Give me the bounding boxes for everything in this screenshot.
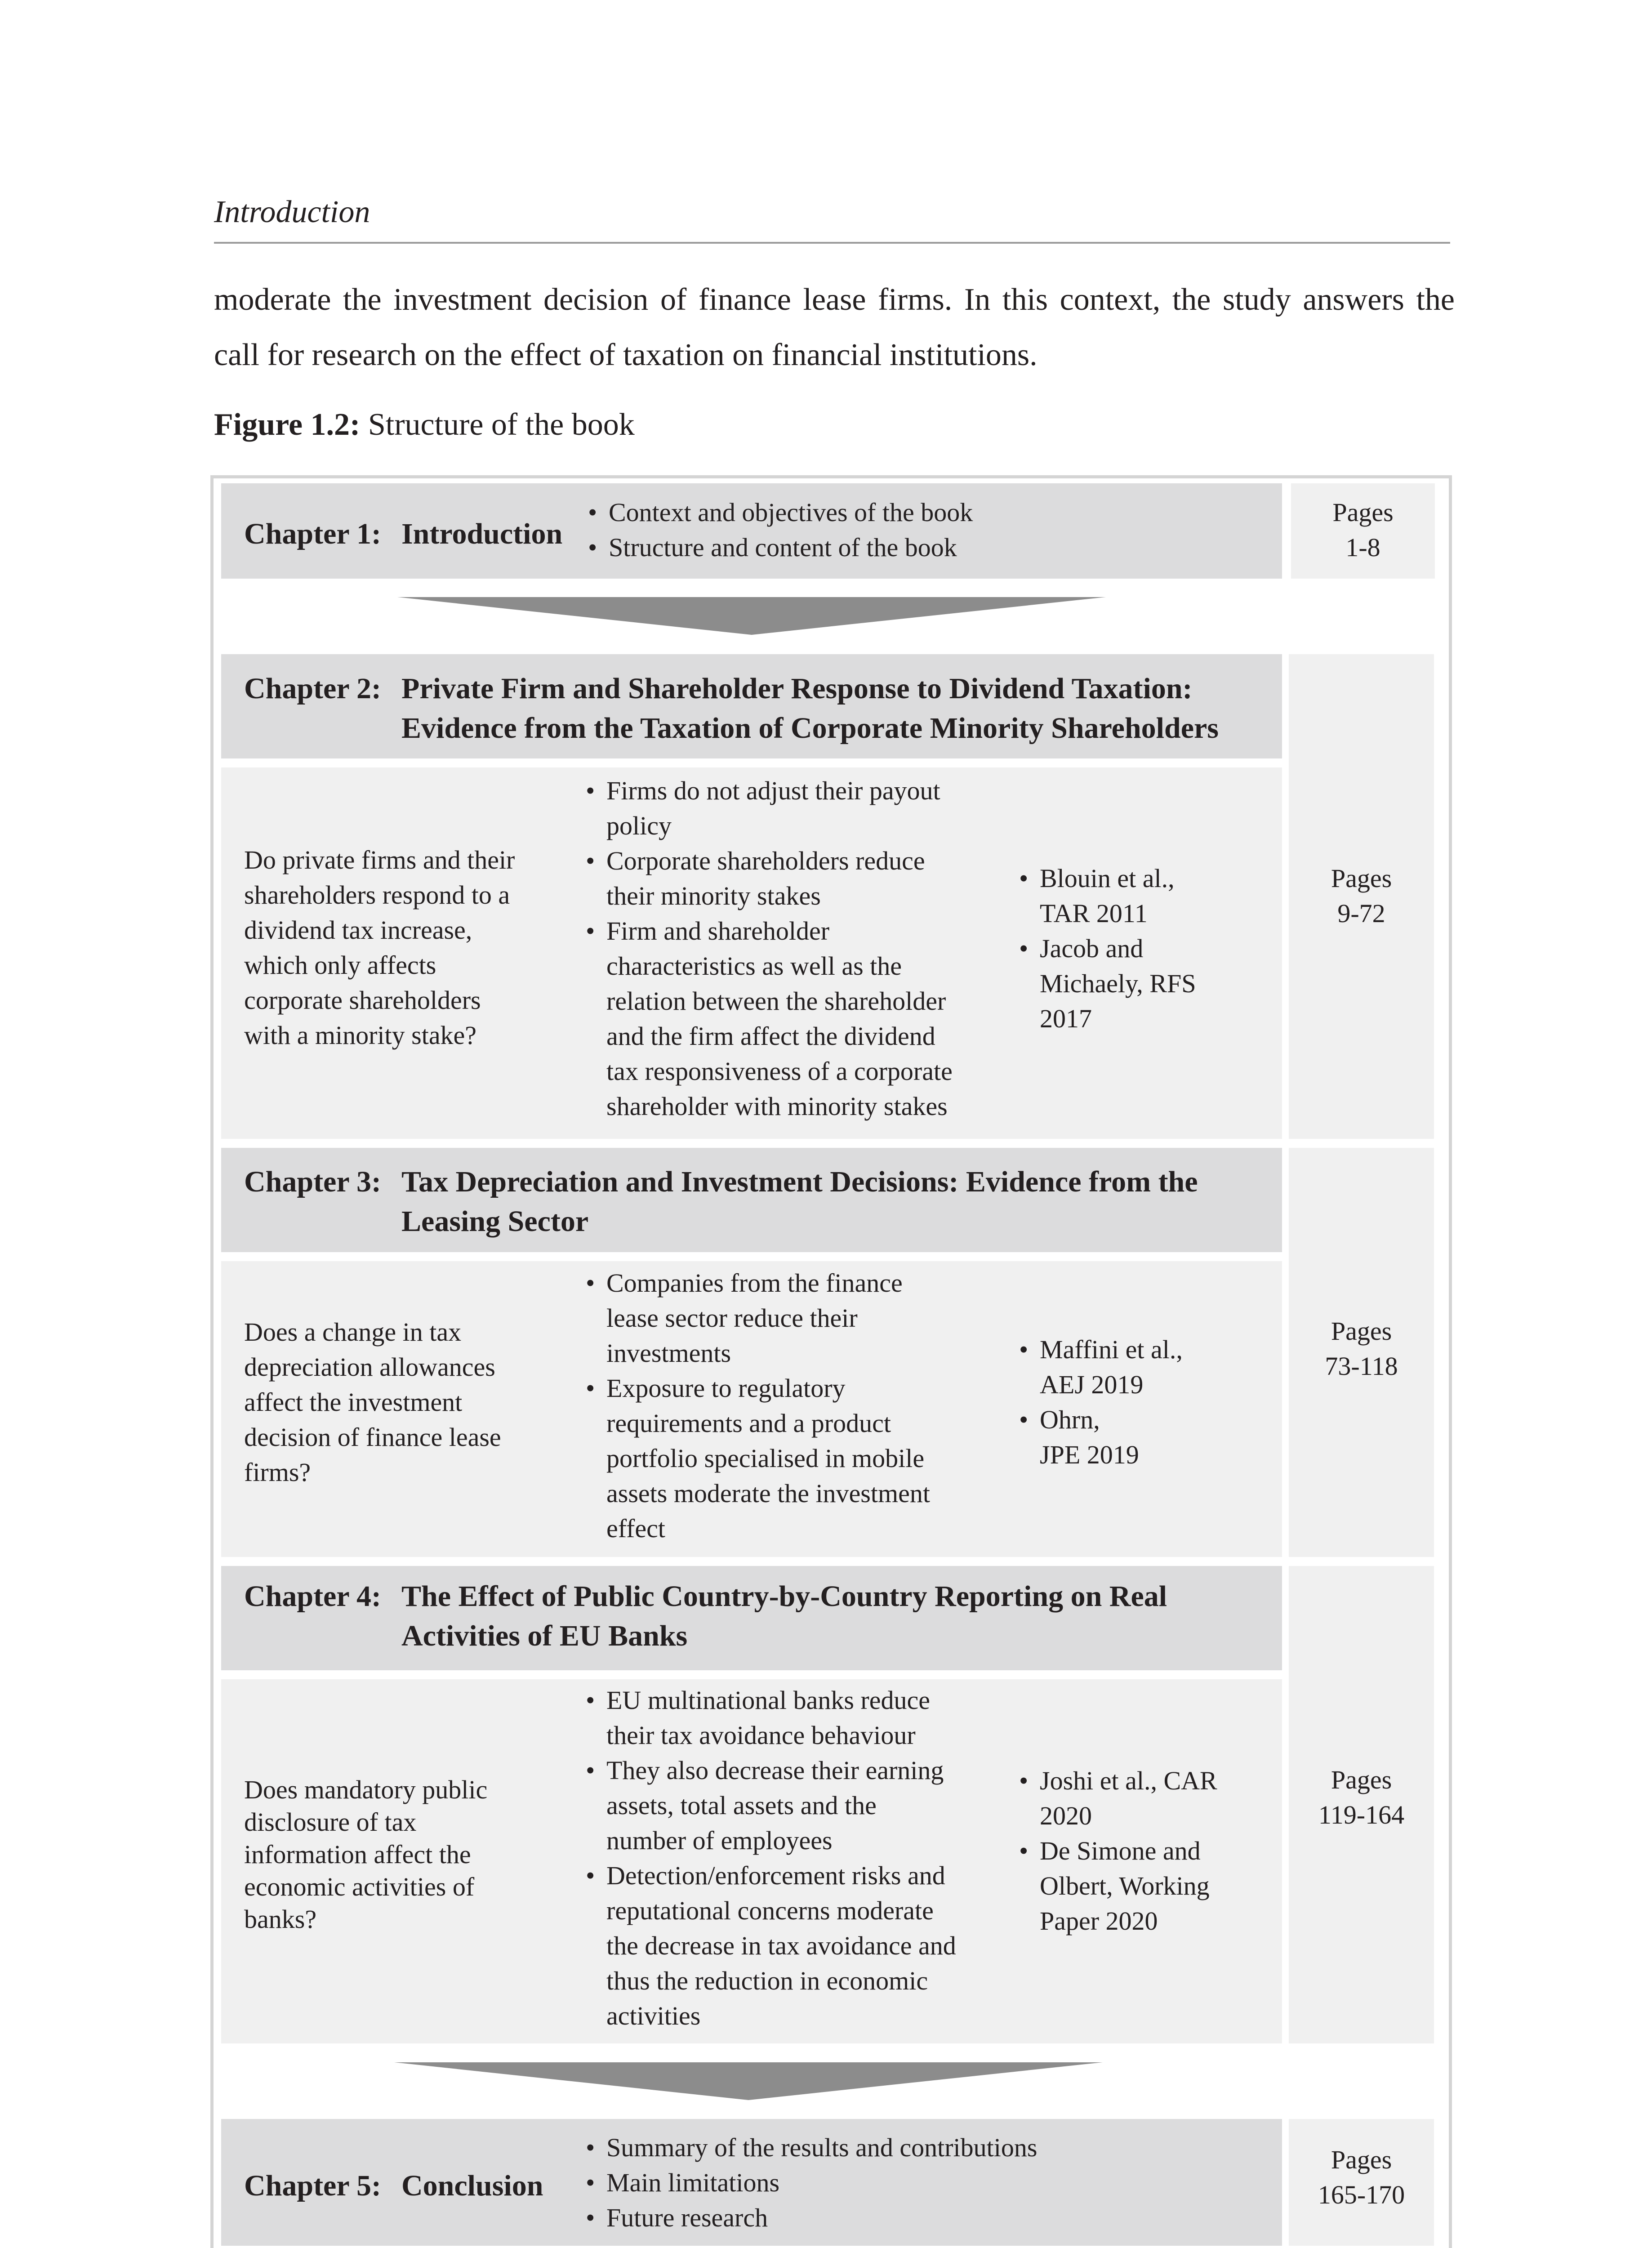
reference-line: Paper 2020	[1040, 1906, 1158, 1936]
chapter5-pages	[1289, 2142, 1434, 2212]
finding-line: and the firm affect the dividend	[606, 1021, 935, 1051]
finding-line: the decrease in tax avoidance and	[606, 1931, 956, 1960]
finding-item	[586, 1753, 956, 1858]
reference-item	[1019, 1763, 1217, 1833]
chapter3-question	[244, 1315, 501, 1490]
finding-line: effect	[606, 1514, 665, 1543]
pages-label: Pages	[1331, 864, 1392, 893]
flow-arrow-top	[397, 597, 1106, 635]
reference-line: • Joshi et al., CAR	[1040, 1766, 1217, 1795]
figure-caption-text: Structure of the book	[368, 407, 635, 442]
reference-line: TAR 2011	[1040, 899, 1148, 928]
question-line: affect the investment	[244, 1387, 463, 1417]
reference-item	[1019, 1402, 1183, 1472]
chapter2-pages	[1289, 861, 1434, 931]
chapter1-title	[244, 514, 563, 554]
question-line: information affect the	[244, 1840, 471, 1869]
finding-item	[586, 1266, 930, 1371]
finding-line: reputational concerns moderate	[606, 1896, 934, 1925]
finding-line: assets moderate the investment	[606, 1479, 930, 1508]
finding-line: • Exposure to regulatory	[606, 1374, 846, 1403]
chapter4-findings	[586, 1683, 956, 2034]
question-line: dividend tax increase,	[244, 915, 472, 945]
finding-line: relation between the shareholder	[606, 986, 946, 1016]
finding-line: number of employees	[606, 1826, 833, 1855]
chapter1-title-text: Introduction	[401, 517, 563, 550]
chapter1-pages	[1291, 495, 1435, 565]
reference-line: AEJ 2019	[1040, 1370, 1144, 1399]
chapter3-findings	[586, 1266, 930, 1546]
chapter3-references	[1019, 1332, 1183, 1472]
chapter2-number: Chapter 2:	[244, 672, 381, 705]
chapter2-title	[244, 669, 1219, 745]
question-line: Does mandatory public	[244, 1775, 488, 1804]
chapter4-pages	[1289, 1762, 1434, 1833]
pages-label: Pages	[1332, 498, 1394, 527]
chapter2-references	[1019, 861, 1196, 1036]
chapter3-title	[244, 1162, 1198, 1238]
question-line: Do private firms and their	[244, 845, 515, 874]
finding-line: policy	[606, 811, 672, 840]
question-line: with a minority stake?	[244, 1021, 477, 1050]
figure-caption	[214, 407, 635, 443]
finding-line: • Detection/enforcement risks and	[606, 1861, 945, 1890]
finding-line: requirements and a product	[606, 1409, 891, 1438]
body-paragraph	[214, 272, 1455, 383]
question-line: banks?	[244, 1905, 317, 1934]
question-line: decision of finance lease	[244, 1423, 501, 1452]
finding-line: portfolio specialised in mobile	[606, 1444, 925, 1473]
chapter3-title-line1: Tax Depreciation and Investment Decisions: Evidence from the	[401, 1165, 1198, 1198]
chapter4-question	[244, 1774, 487, 1936]
reference-item	[1019, 1833, 1217, 1939]
finding-line: • EU multinational banks reduce	[606, 1686, 930, 1715]
chapter5-title	[244, 2166, 543, 2206]
finding-line: • They also decrease their earning	[606, 1756, 944, 1785]
finding-item	[586, 1858, 956, 2034]
finding-item	[586, 1371, 930, 1546]
finding-line: activities	[606, 2001, 701, 2030]
reference-line: • Blouin et al.,	[1040, 864, 1175, 893]
body-line-1: moderate the investment decision of finance lease firms. In this context, the study answers the	[214, 282, 1455, 317]
figure-label: Figure 1.2:	[214, 407, 361, 442]
chapter2-title-line1: Private Firm and Shareholder Response to Dividend Taxation:	[401, 672, 1193, 705]
reference-line: Olbert, Working	[1040, 1871, 1210, 1900]
chapter3-number: Chapter 3:	[244, 1165, 381, 1198]
chapter1-bullet: • Structure and content of the book	[588, 530, 973, 565]
finding-line: shareholder with minority stakes	[606, 1092, 948, 1121]
question-line: Does a change in tax	[244, 1317, 462, 1347]
finding-line: investments	[606, 1338, 731, 1368]
chapter5-bullet: • Summary of the results and contributions	[586, 2130, 1037, 2165]
reference-line: • Maffini et al.,	[1040, 1335, 1183, 1364]
finding-item	[586, 1683, 956, 1753]
chapter5-title-text: Conclusion	[401, 2169, 543, 2202]
chapter5-number: Chapter 5:	[244, 2169, 381, 2202]
pages-range: 119-164	[1318, 1800, 1405, 1829]
question-line: disclosure of tax	[244, 1807, 417, 1837]
question-line: which only affects	[244, 950, 436, 980]
chapter4-title	[244, 1577, 1167, 1652]
reference-item	[1019, 1332, 1183, 1402]
pages-range: 165-170	[1318, 2180, 1405, 2209]
finding-line: lease sector reduce their	[606, 1303, 858, 1333]
reference-line: 2020	[1040, 1801, 1092, 1830]
finding-line: their tax avoidance behaviour	[606, 1721, 916, 1750]
chapter4-number: Chapter 4:	[244, 1580, 381, 1613]
reference-item	[1019, 861, 1196, 931]
finding-item	[586, 914, 953, 1124]
chapter2-question	[244, 843, 515, 1053]
body-line-2: call for research on the effect of taxation on financial institutions.	[214, 338, 1038, 372]
reference-line: • Jacob and	[1040, 934, 1144, 963]
reference-item	[1019, 931, 1196, 1036]
pages-range: 1-8	[1345, 533, 1380, 562]
chapter1-bullets	[588, 495, 973, 565]
question-line: depreciation allowances	[244, 1352, 495, 1382]
question-line: corporate shareholders	[244, 986, 481, 1015]
finding-item	[586, 843, 953, 914]
chapter5-bullet: • Main limitations	[586, 2165, 1037, 2200]
finding-line: tax responsiveness of a corporate	[606, 1057, 953, 1086]
pages-label: Pages	[1331, 2145, 1392, 2174]
flow-arrow-bottom	[394, 2062, 1103, 2100]
running-head: Introduction	[214, 195, 370, 229]
finding-line: • Corporate shareholders reduce	[606, 846, 925, 875]
chapter2-findings	[586, 773, 953, 1124]
reference-line: 2017	[1040, 1004, 1092, 1033]
finding-line: assets, total assets and the	[606, 1791, 877, 1820]
chapter3-title-line2: Leasing Sector	[401, 1205, 589, 1238]
chapter5-bullets	[586, 2130, 1037, 2235]
reference-line: • De Simone and	[1040, 1836, 1201, 1865]
finding-line: characteristics as well as the	[606, 951, 902, 981]
chapter4-references	[1019, 1763, 1217, 1939]
chapter4-title-line2: Activities of EU Banks	[401, 1619, 688, 1652]
question-line: firms?	[244, 1458, 311, 1487]
finding-line: thus the reduction in economic	[606, 1966, 928, 1995]
chapter1-number: Chapter 1:	[244, 517, 381, 550]
reference-line: JPE 2019	[1040, 1440, 1139, 1469]
chapter1-bullet: • Context and objectives of the book	[588, 495, 973, 530]
chapter3-pages	[1289, 1314, 1434, 1384]
chapter4-title-line1: The Effect of Public Country-by-Country Reporting on Real	[401, 1580, 1167, 1613]
question-line: economic activities of	[244, 1872, 475, 1901]
finding-line: • Firm and shareholder	[606, 916, 830, 946]
finding-line: • Firms do not adjust their payout	[606, 776, 940, 805]
finding-line: • Companies from the finance	[606, 1268, 903, 1298]
finding-item	[586, 773, 953, 843]
chapter5-bullet: • Future research	[586, 2200, 1037, 2235]
finding-line: their minority stakes	[606, 881, 821, 910]
pages-range: 9-72	[1337, 899, 1385, 928]
header-rule	[214, 242, 1450, 244]
pages-label: Pages	[1331, 1316, 1392, 1346]
reference-line: Michaely, RFS	[1040, 969, 1196, 998]
chapter2-title-line2: Evidence from the Taxation of Corporate Minority Shareholders	[401, 712, 1219, 745]
pages-label: Pages	[1331, 1765, 1392, 1794]
reference-line: • Ohrn,	[1040, 1405, 1100, 1434]
question-line: shareholders respond to a	[244, 880, 510, 910]
pages-range: 73-118	[1325, 1351, 1398, 1381]
